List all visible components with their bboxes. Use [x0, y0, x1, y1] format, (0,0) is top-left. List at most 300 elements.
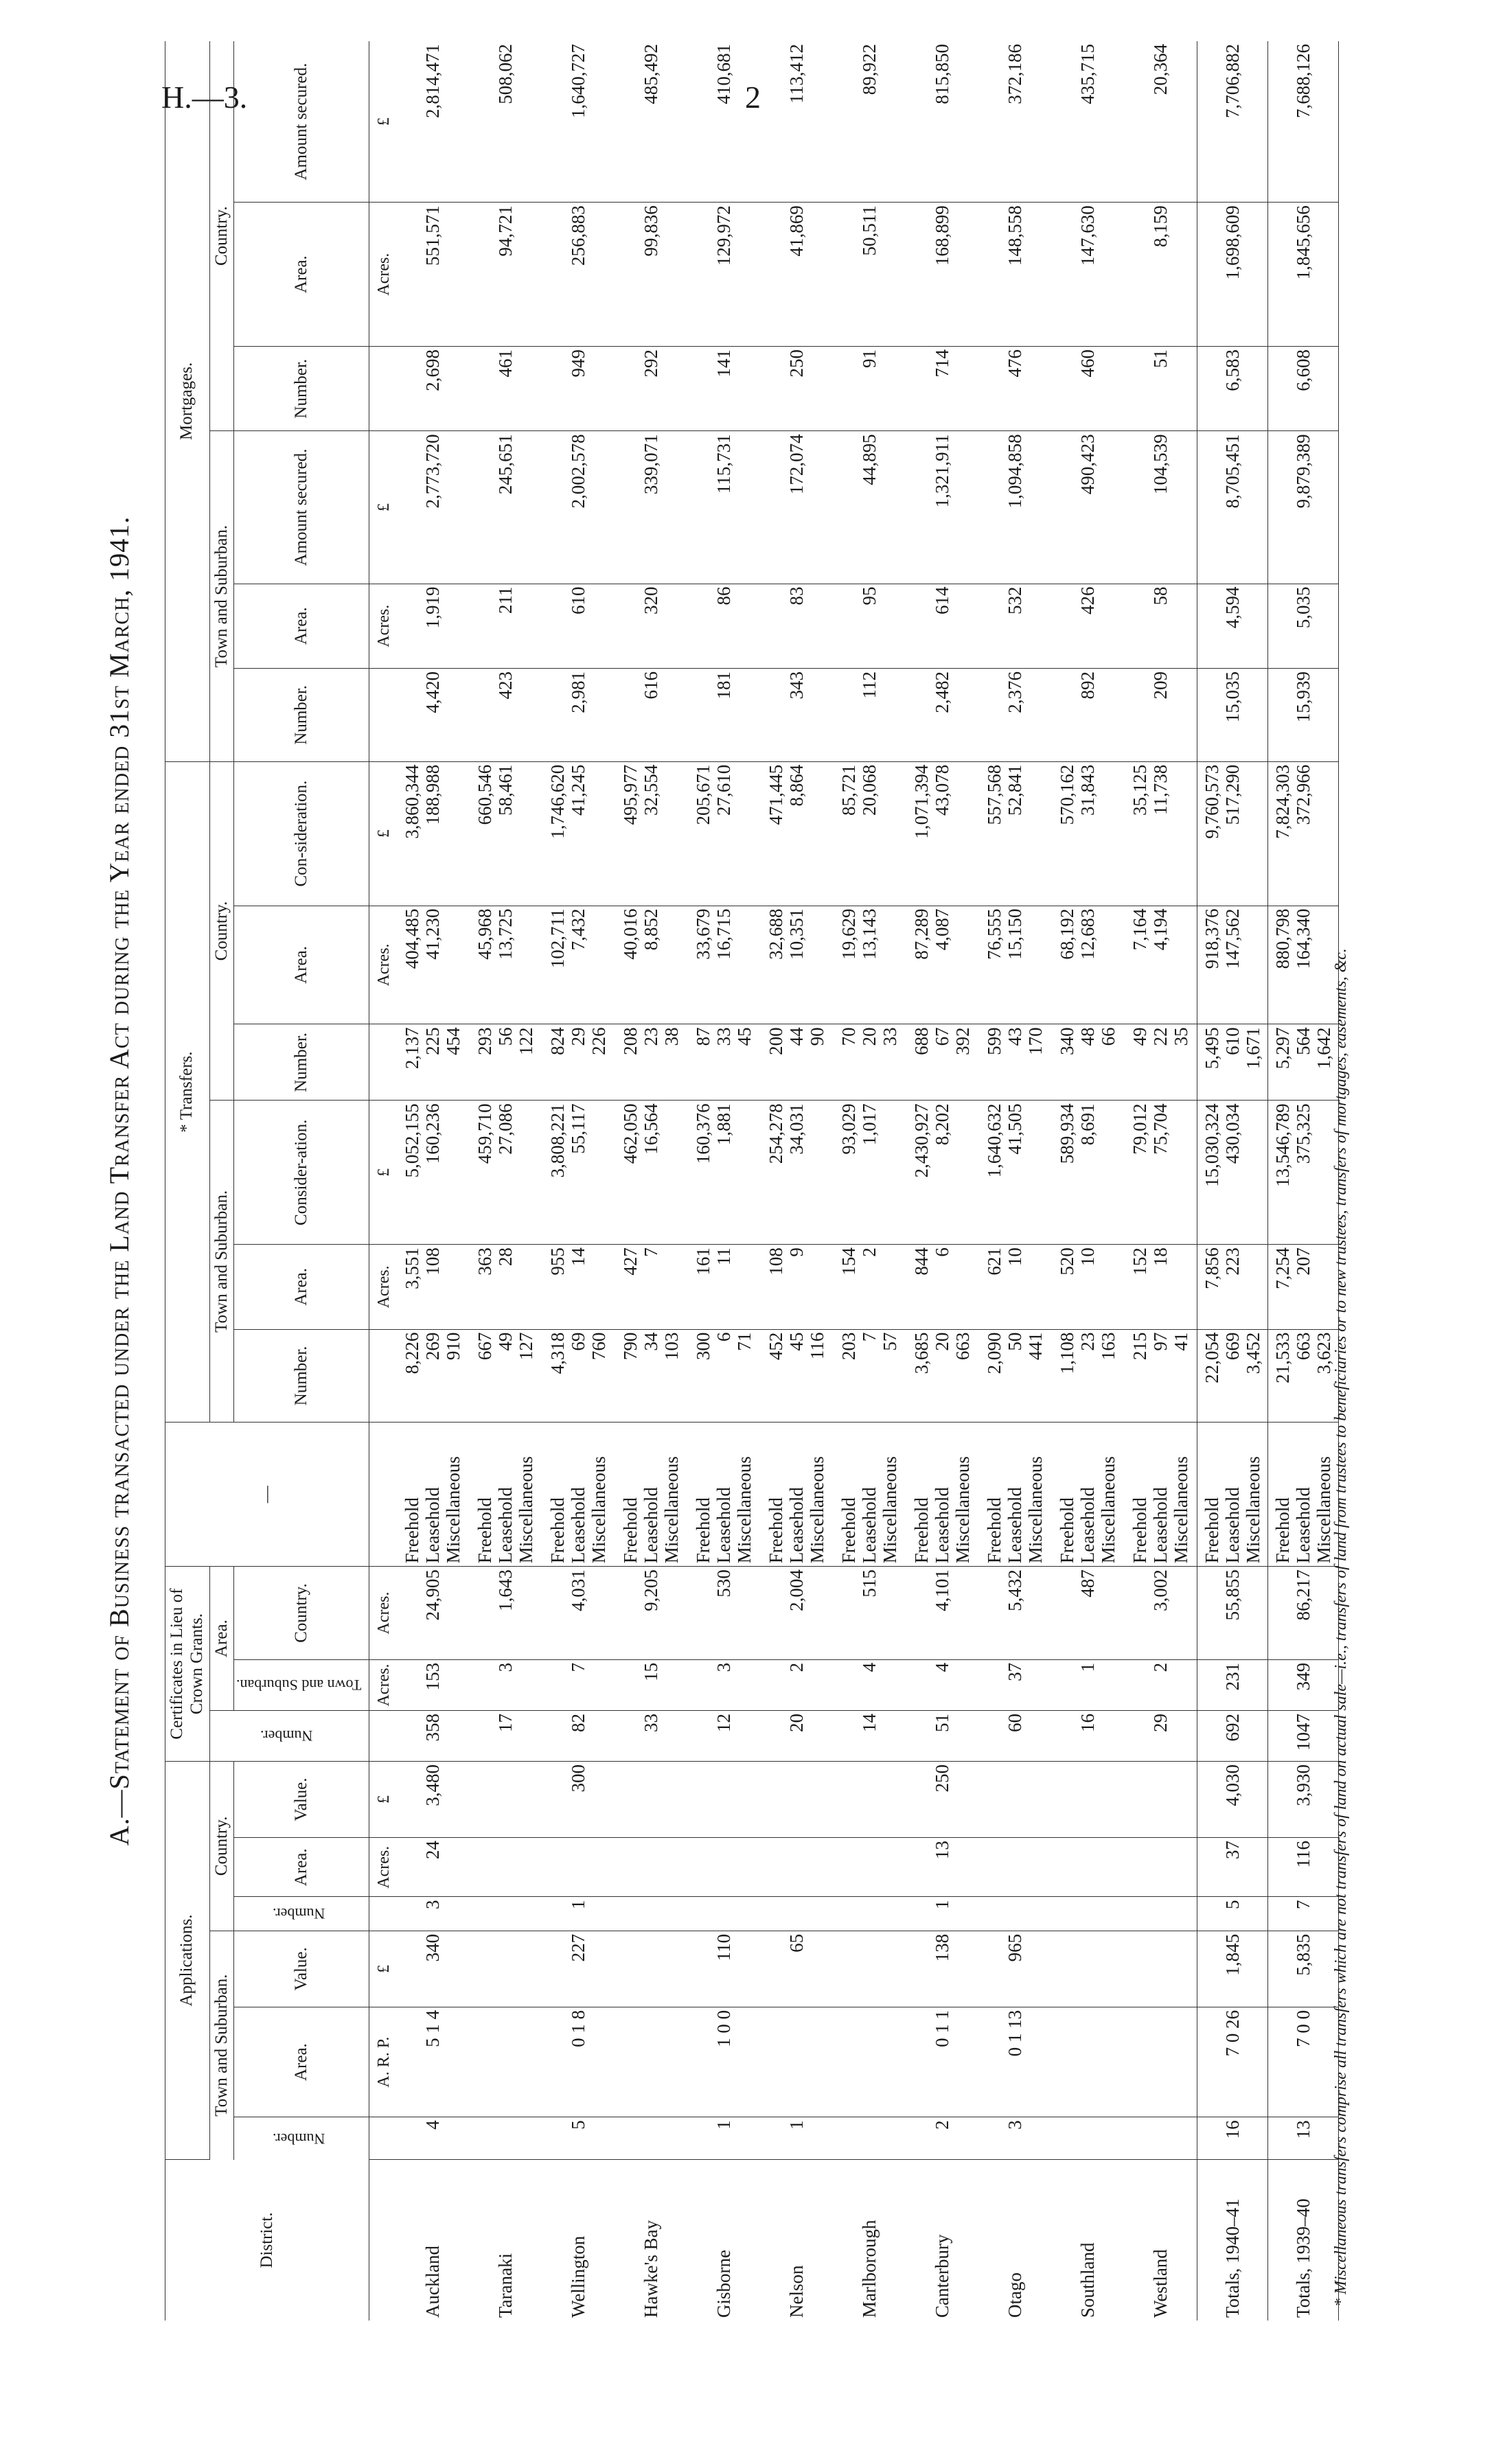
- cell-tr-ts-cons-line: 2,430,927: [911, 1103, 932, 1178]
- cell-app-ts-val: 5,835: [1268, 1931, 1339, 2007]
- cell-tr-c-area-line: 15,150: [1005, 908, 1026, 960]
- cell-tr-c-area-line: [1313, 909, 1334, 1022]
- cell-app-ts-no: [833, 2117, 906, 2160]
- district-name: Wellington: [568, 2235, 589, 2318]
- col-app-c-area: Area.: [234, 1838, 369, 1897]
- cell-tr-c-no: [1268, 1024, 1339, 1101]
- transfer-kind-label: Leasehold: [495, 1487, 516, 1564]
- cell-app-ts-val: [615, 1931, 687, 2007]
- cell-tr-ts-area-line: 18: [1150, 1247, 1171, 1267]
- cell-tr-ts-no-line: 103: [661, 1332, 682, 1361]
- col-tr-c-area: Area.: [234, 906, 369, 1024]
- cell-tr-c-area-line: 7,432: [568, 908, 589, 951]
- cell-cert-no: 60: [978, 1710, 1051, 1761]
- col-certificates: Certificates in Lieu of Crown Grants.: [165, 1567, 210, 1762]
- cell-tr-ts-no-line: 163: [1098, 1332, 1119, 1361]
- cell-tr-ts-cons-line: [588, 1103, 609, 1241]
- cell-tr-c-no-line: 49: [1129, 1027, 1151, 1046]
- cell-tr-ts-no-line: 1,108: [1057, 1332, 1078, 1374]
- header-row-3: [234, 41, 369, 2321]
- cell-tr-ts-cons-line: 462,050: [620, 1103, 641, 1164]
- cell-tr-c-cons: [978, 761, 1051, 906]
- statement-table: [165, 41, 1339, 2321]
- cell-cert-ts: 231: [1197, 1659, 1268, 1710]
- cell-tr-c-no-line: 5,495: [1202, 1027, 1223, 1070]
- transfer-kind-label: Leasehold: [713, 1487, 735, 1564]
- transfer-kind-label: Freehold: [1129, 1497, 1151, 1564]
- cell-tr-c-area-line: 102,711: [547, 908, 569, 969]
- cell-tr-ts-area: [396, 1245, 469, 1329]
- cell-mt-ts-amt: 2,773,720: [396, 431, 469, 584]
- cell-tr-ts-no-line: 790: [620, 1332, 641, 1361]
- cell-tr-c-area-line: 16,715: [713, 908, 735, 960]
- col-tr-country: Country.: [209, 761, 234, 1101]
- cell-app-ts-val: 1,845: [1197, 1931, 1268, 2007]
- cell-tr-c-area: [469, 906, 542, 1024]
- cell-tr-ts-cons-line: [1171, 1103, 1191, 1241]
- cell-tr-c-area: [1268, 906, 1339, 1024]
- cell-tr-ts-area-line: [807, 1247, 827, 1326]
- cell-tr-ts-no-line: 663: [952, 1332, 974, 1361]
- cell-app-c-no: 7: [1268, 1897, 1339, 1931]
- transfer-kind-label: Miscellaneous: [516, 1456, 537, 1564]
- district-row: [469, 41, 542, 2321]
- cell-tr-c-cons-line: [952, 765, 973, 903]
- cell-app-c-no: 1: [906, 1897, 978, 1931]
- cell-mt-ts-area: 211: [469, 584, 542, 668]
- cell-tr-ts-area-line: [1025, 1247, 1046, 1326]
- cell-tr-c-area-line: [734, 909, 755, 1022]
- cell-tr-ts-cons: [833, 1101, 906, 1245]
- cell-tr-ts-area: [760, 1245, 833, 1329]
- cell-app-c-area: [615, 1838, 687, 1897]
- cell-mt-c-no: 714: [906, 347, 978, 431]
- cell-tr-ts-cons: [1051, 1101, 1124, 1245]
- col-mt-c-amt: Amount secured.: [234, 41, 369, 203]
- cell-tr-ts-cons: [687, 1101, 760, 1245]
- cell-tr-c-cons-line: 3,860,344: [402, 764, 423, 839]
- cell-tr-ts-cons: [1268, 1101, 1339, 1245]
- cell-cert-no: 82: [542, 1710, 615, 1761]
- district-name: Otago: [1005, 2272, 1026, 2318]
- transfer-kind-label: Leasehold: [1077, 1487, 1099, 1564]
- col-mt-ts-amt: Amount secured.: [234, 431, 369, 584]
- cell-tr-c-area-line: 40,016: [620, 908, 641, 960]
- cell-tr-c-area-line: 32,688: [766, 908, 787, 960]
- cell-app-ts-area: 0 1 1: [906, 2007, 978, 2117]
- col-app-ts-area: Area.: [234, 2007, 369, 2117]
- cell-cert-no: 14: [833, 1710, 906, 1761]
- cell-tr-ts-no-line: 441: [1025, 1332, 1046, 1361]
- cell-tr-ts-no: [615, 1329, 687, 1423]
- cell-app-ts-area: 5 1 4: [396, 2007, 469, 2117]
- cell-app-ts-no: 1: [687, 2117, 760, 2160]
- cell-app-c-area: 13: [906, 1838, 978, 1897]
- cell-app-ts-area: 0 1 13: [978, 2007, 1051, 2117]
- cell-cert-c: 9,205: [615, 1567, 687, 1660]
- cell-mt-ts-amt: 1,321,911: [906, 431, 978, 584]
- cell-app-ts-val: [469, 1931, 542, 2007]
- transfer-kind-label: Freehold: [620, 1497, 641, 1564]
- cell-tr-ts-cons-line: 375,325: [1293, 1103, 1314, 1164]
- cell-tr-c-cons-line: 570,162: [1057, 764, 1078, 825]
- cell-tr-c-cons-line: 27,610: [713, 764, 735, 816]
- cell-tr-ts-no-line: 215: [1129, 1332, 1151, 1361]
- cell-tr-ts-cons-line: 55,117: [568, 1103, 589, 1154]
- cell-tr-ts-cons-line: 1,017: [859, 1103, 880, 1146]
- cell-cert-ts: 349: [1268, 1659, 1339, 1710]
- totals-label: Totals, 1939–40: [1268, 2160, 1339, 2321]
- cell-tr-c-area-line: 13,143: [859, 908, 880, 960]
- cell-tr-ts-area-line: 2: [859, 1247, 880, 1257]
- unit-blank: [369, 668, 397, 761]
- col-cert-area: Area.: [209, 1567, 234, 1711]
- cell-tr-c-no-line: 23: [641, 1027, 662, 1046]
- cell-tr-ts-no: [396, 1329, 469, 1423]
- cell-app-ts-no: 16: [1197, 2117, 1268, 2160]
- cell-tr-ts-area-line: [880, 1247, 900, 1326]
- cell-tr-ts-area-line: 108: [766, 1247, 787, 1276]
- transfer-kind-label: Leasehold: [422, 1487, 444, 1564]
- cell-app-c-val: [760, 1761, 833, 1837]
- cell-tr-ts-no-line: 3,685: [911, 1332, 932, 1374]
- unit-acres: Acres.: [369, 203, 397, 347]
- cell-tr-c-cons: [469, 761, 542, 906]
- cell-tr-c-cons-line: 660,546: [474, 764, 496, 825]
- cell-app-c-val: 250: [906, 1761, 978, 1837]
- cell-app-ts-area: 0 1 8: [542, 2007, 615, 2117]
- district-name: Canterbury: [932, 2234, 953, 2318]
- cell-mt-ts-no: 15,939: [1268, 668, 1339, 761]
- cell-tr-ts-area-line: [1098, 1247, 1118, 1326]
- cell-tr-ts-area-line: [443, 1247, 463, 1326]
- cell-tr-c-cons-line: 9,760,573: [1202, 764, 1223, 839]
- cell-tr-c-area: [687, 906, 760, 1024]
- cell-tr-c-cons-line: 1,071,394: [911, 764, 932, 839]
- cell-mt-ts-area: 95: [833, 584, 906, 668]
- district-row: [833, 41, 906, 2321]
- cell-app-c-area: [978, 1838, 1051, 1897]
- cell-mt-c-area: 148,558: [978, 203, 1051, 347]
- cell-app-c-area: [687, 1838, 760, 1897]
- cell-mt-ts-area: 610: [542, 584, 615, 668]
- cell-tr-c-area-line: 164,340: [1293, 908, 1314, 969]
- cell-tr-c-cons: [615, 761, 687, 906]
- cell-tr-ts-no: [1197, 1329, 1268, 1423]
- cell-tr-ts-no-line: 49: [495, 1332, 516, 1351]
- district-row: [1124, 41, 1197, 2321]
- header-row-2: [209, 41, 234, 2321]
- cell-tr-c-area-line: 12,683: [1077, 908, 1099, 960]
- cell-tr-c-area-line: [807, 909, 827, 1022]
- cell-tr-c-cons-line: [1171, 765, 1191, 903]
- cell-cert-c: 3,002: [1124, 1567, 1197, 1660]
- cell-app-c-val: [1124, 1761, 1197, 1837]
- transfer-kind-cell: [615, 1423, 687, 1567]
- cell-tr-c-no-line: 35: [1171, 1027, 1192, 1046]
- transfer-kind-label: Leasehold: [1222, 1487, 1243, 1564]
- transfer-kind-cell: [906, 1423, 978, 1567]
- cell-app-ts-no: 4: [396, 2117, 469, 2160]
- unit-blank: [369, 1423, 397, 1567]
- col-cert-number: Number.: [209, 1710, 369, 1761]
- cell-mt-ts-area: 532: [978, 584, 1051, 668]
- cell-tr-ts-cons-line: 459,710: [474, 1103, 496, 1164]
- unit-blank: [369, 1897, 397, 1931]
- cell-tr-ts-cons-line: 160,236: [422, 1103, 444, 1164]
- col-cert-c: Country.: [234, 1567, 369, 1660]
- cell-tr-ts-cons-line: [807, 1103, 827, 1241]
- unit-pound: £: [369, 1101, 397, 1245]
- cell-tr-ts-area-line: 363: [474, 1247, 496, 1276]
- cell-cert-ts: 37: [978, 1659, 1051, 1710]
- cell-tr-c-no-line: 29: [568, 1027, 589, 1046]
- cell-tr-c-area: [760, 906, 833, 1024]
- cell-tr-ts-area-line: [952, 1247, 973, 1326]
- cell-mt-ts-area: 426: [1051, 584, 1124, 668]
- cell-tr-ts-cons-line: 34,031: [786, 1103, 807, 1155]
- cell-app-c-area: 116: [1268, 1838, 1339, 1897]
- transfer-kind-label: Freehold: [766, 1497, 787, 1564]
- unit-blank: [369, 347, 397, 431]
- cell-mt-c-no: 292: [615, 347, 687, 431]
- cell-app-c-val: 3,480: [396, 1761, 469, 1837]
- cell-tr-ts-no-line: 8,226: [402, 1332, 423, 1374]
- cell-tr-c-no: [469, 1024, 542, 1101]
- cell-tr-ts-no-line: 23: [1077, 1332, 1099, 1351]
- district-name: Hawke's Bay: [641, 2220, 662, 2318]
- cell-cert-no: 1047: [1268, 1710, 1339, 1761]
- col-applications: Applications.: [165, 1761, 210, 2159]
- cell-tr-c-cons-line: 8,864: [786, 764, 807, 807]
- cell-mt-ts-area: 86: [687, 584, 760, 668]
- cell-app-c-no: [978, 1897, 1051, 1931]
- unit-blank: [369, 2117, 397, 2160]
- cell-mt-c-area: 1,698,609: [1197, 203, 1268, 347]
- cell-tr-c-no-line: 43: [1005, 1027, 1026, 1046]
- cell-tr-c-cons: [542, 761, 615, 906]
- district-row: [542, 41, 615, 2321]
- cell-cert-no: 33: [615, 1710, 687, 1761]
- cell-tr-ts-cons-line: 1,640,632: [984, 1103, 1005, 1178]
- transfer-kind-label: Freehold: [911, 1497, 932, 1564]
- cell-tr-ts-no-line: 97: [1150, 1332, 1171, 1351]
- totals-label: Totals, 1940–41: [1197, 2160, 1268, 2321]
- cell-tr-c-area-line: 10,351: [786, 908, 807, 960]
- cell-tr-ts-no-line: 663: [1293, 1332, 1314, 1361]
- cell-tr-ts-cons: [1124, 1101, 1197, 1245]
- cell-tr-c-no: [542, 1024, 615, 1101]
- cell-tr-ts-area-line: 154: [838, 1247, 860, 1276]
- cell-cert-c: 5,432: [978, 1567, 1051, 1660]
- cell-app-ts-val: 65: [760, 1931, 833, 2007]
- cell-tr-ts-no-line: 452: [766, 1332, 787, 1361]
- cell-tr-ts-area-line: 207: [1293, 1247, 1314, 1276]
- cell-tr-c-no-line: 38: [661, 1027, 682, 1046]
- cell-tr-ts-no-line: 3,623: [1313, 1332, 1335, 1374]
- cell-tr-c-cons: [1051, 761, 1124, 906]
- statement-body: [369, 41, 1339, 2321]
- cell-tr-ts-no: [1124, 1329, 1197, 1423]
- cell-cert-no: 12: [687, 1710, 760, 1761]
- cell-tr-ts-no: [1051, 1329, 1124, 1423]
- col-mt-ts-area: Area.: [234, 584, 369, 668]
- cell-tr-c-cons-line: [443, 765, 463, 903]
- transfer-kind-cell: [1124, 1423, 1197, 1567]
- cell-tr-c-area: [1197, 906, 1268, 1024]
- footnote: * Miscellaneous transfers comprise all transfers which are not transfers of land on actual sale—i.e., transfers of land from trustees to beneficiaries or to new trustees, transfers of mortgages, easements, &c.: [1332, 948, 1350, 2307]
- cell-mt-c-no: 949: [542, 347, 615, 431]
- cell-mt-c-no: 461: [469, 347, 542, 431]
- col-cert-ts: Town and Suburban.: [234, 1659, 369, 1710]
- cell-mt-ts-amt: 104,539: [1124, 431, 1197, 584]
- cell-app-ts-val: 110: [687, 1931, 760, 2007]
- cell-mt-ts-amt: 2,002,578: [542, 431, 615, 584]
- cell-tr-c-cons: [1124, 761, 1197, 906]
- cell-app-ts-val: [833, 1931, 906, 2007]
- cell-tr-ts-no-line: 69: [568, 1332, 589, 1351]
- col-tr-ts-cons: Consider-ation.: [234, 1101, 369, 1245]
- cell-tr-c-area-line: 7,164: [1129, 908, 1151, 951]
- cell-tr-ts-area: [469, 1245, 542, 1329]
- cell-mt-ts-no: 616: [615, 668, 687, 761]
- cell-app-ts-area: [1051, 2007, 1124, 2117]
- cell-mt-c-amt: 7,706,882: [1197, 41, 1268, 203]
- cell-tr-c-no-line: 340: [1057, 1027, 1078, 1055]
- transfer-kind-label: Leasehold: [932, 1487, 953, 1564]
- cell-app-ts-no: 3: [978, 2117, 1051, 2160]
- cell-tr-c-no-line: 688: [911, 1027, 932, 1055]
- cell-tr-c-cons-line: [1098, 765, 1118, 903]
- transfer-kind-label: Freehold: [984, 1497, 1005, 1564]
- cell-app-c-val: [978, 1761, 1051, 1837]
- cell-tr-ts-area-line: 520: [1057, 1247, 1078, 1276]
- cell-mt-c-area: 50,511: [833, 203, 906, 347]
- cell-tr-ts-area-line: [1243, 1247, 1263, 1326]
- cell-app-c-no: 1: [542, 1897, 615, 1931]
- cell-app-c-area: [469, 1838, 542, 1897]
- cell-tr-ts-area: [542, 1245, 615, 1329]
- unit-blank: [369, 1024, 397, 1101]
- cell-mt-c-amt: 20,364: [1124, 41, 1197, 203]
- unit-pound: £: [369, 761, 397, 906]
- cell-tr-c-no: [1124, 1024, 1197, 1101]
- district-name: Auckland: [422, 2246, 444, 2318]
- cell-app-c-area: [1124, 1838, 1197, 1897]
- transfer-kind-label: Leasehold: [859, 1487, 880, 1564]
- cell-tr-c-no-line: 5,297: [1272, 1027, 1294, 1070]
- unit-pound: £: [369, 1761, 397, 1837]
- cell-tr-ts-no-line: 3,452: [1243, 1332, 1264, 1374]
- transfer-kind-label: Leasehold: [1150, 1487, 1171, 1564]
- cell-tr-ts-cons-line: [1025, 1103, 1046, 1241]
- cell-tr-c-area-line: 8,852: [641, 908, 662, 951]
- unit-acres: Acres.: [369, 1659, 397, 1710]
- cell-app-c-val: [615, 1761, 687, 1837]
- cell-mt-ts-amt: 8,705,451: [1197, 431, 1268, 584]
- cell-tr-c-no-line: 66: [1098, 1027, 1119, 1046]
- cell-mt-ts-area: 58: [1124, 584, 1197, 668]
- cell-tr-ts-cons-line: 93,029: [838, 1103, 860, 1155]
- cell-tr-c-area-line: [880, 909, 900, 1022]
- cell-app-c-area: [1051, 1838, 1124, 1897]
- cell-mt-ts-no: 181: [687, 668, 760, 761]
- cell-app-c-area: [833, 1838, 906, 1897]
- cell-tr-c-no: [1051, 1024, 1124, 1101]
- page-header-ref: H.—3.: [161, 80, 248, 115]
- cell-tr-c-no-line: 44: [786, 1027, 807, 1046]
- district-name: Taranaki: [495, 2253, 516, 2318]
- cell-tr-ts-cons-line: 79,012: [1129, 1103, 1151, 1155]
- unit-pound: £: [369, 1931, 397, 2007]
- cell-tr-ts-cons-line: [952, 1103, 973, 1241]
- cell-tr-c-area-line: [443, 909, 463, 1022]
- cell-tr-ts-cons-line: [1313, 1103, 1334, 1241]
- cell-mt-ts-area: 83: [760, 584, 833, 668]
- cell-mt-ts-amt: 9,879,389: [1268, 431, 1339, 584]
- cell-app-ts-no: [1051, 2117, 1124, 2160]
- cell-tr-ts-no-line: 300: [693, 1332, 714, 1361]
- cell-tr-ts-no-line: 21,533: [1272, 1332, 1294, 1383]
- cell-tr-c-no-line: 293: [474, 1027, 496, 1055]
- cell-tr-c-no-line: 90: [807, 1027, 828, 1046]
- col-transfers: * Transfers.: [165, 761, 210, 1423]
- unit-acres: Acres.: [369, 1245, 397, 1329]
- col-tr-c-number: Number.: [234, 1024, 369, 1101]
- cell-tr-ts-cons-line: [880, 1103, 900, 1241]
- cell-cert-c: 515: [833, 1567, 906, 1660]
- cell-tr-ts-area: [1197, 1245, 1268, 1329]
- district-row: [396, 41, 469, 2321]
- cell-mt-c-area: 256,883: [542, 203, 615, 347]
- transfer-kind-label: Miscellaneous: [1171, 1456, 1192, 1564]
- cell-cert-c: 4,101: [906, 1567, 978, 1660]
- cell-cert-ts: 3: [687, 1659, 760, 1710]
- transfer-kind-label: Freehold: [838, 1497, 860, 1564]
- cell-tr-ts-no: [469, 1329, 542, 1423]
- cell-tr-ts-area-line: 108: [422, 1247, 444, 1276]
- cell-mt-ts-no: 4,420: [396, 668, 469, 761]
- cell-tr-c-cons-line: 372,966: [1293, 764, 1314, 825]
- transfer-kind-cell: [469, 1423, 542, 1567]
- cell-tr-c-area: [978, 906, 1051, 1024]
- district-row: [978, 41, 1051, 2321]
- cell-mt-ts-amt: 172,074: [760, 431, 833, 584]
- totals-row: [1197, 41, 1268, 2321]
- cell-app-c-area: 24: [396, 1838, 469, 1897]
- units-row: [369, 41, 397, 2321]
- cell-tr-ts-area-line: [1313, 1247, 1334, 1326]
- cell-tr-ts-area-line: [588, 1247, 609, 1326]
- cell-tr-c-no-line: 564: [1293, 1027, 1314, 1055]
- cell-app-ts-no: 13: [1268, 2117, 1339, 2160]
- cell-tr-c-no: [760, 1024, 833, 1101]
- cell-tr-c-area-line: 68,192: [1057, 908, 1078, 960]
- cell-app-ts-area: 7 0 26: [1197, 2007, 1268, 2117]
- cell-tr-c-cons-line: 41,245: [568, 764, 589, 816]
- cell-tr-ts-no: [833, 1329, 906, 1423]
- cell-tr-c-cons-line: [807, 765, 827, 903]
- cell-tr-ts-area-line: 161: [693, 1247, 714, 1276]
- col-app-ts-number: Number.: [234, 2117, 369, 2160]
- cell-mt-c-no: 141: [687, 347, 760, 431]
- district-row: [615, 41, 687, 2321]
- cell-tr-ts-cons-line: 589,934: [1057, 1103, 1078, 1164]
- col-mt-c-area: Area.: [234, 203, 369, 347]
- cell-tr-ts-cons: [906, 1101, 978, 1245]
- cell-tr-ts-no: [978, 1329, 1051, 1423]
- unit-arp: A. R. P.: [369, 2007, 397, 2117]
